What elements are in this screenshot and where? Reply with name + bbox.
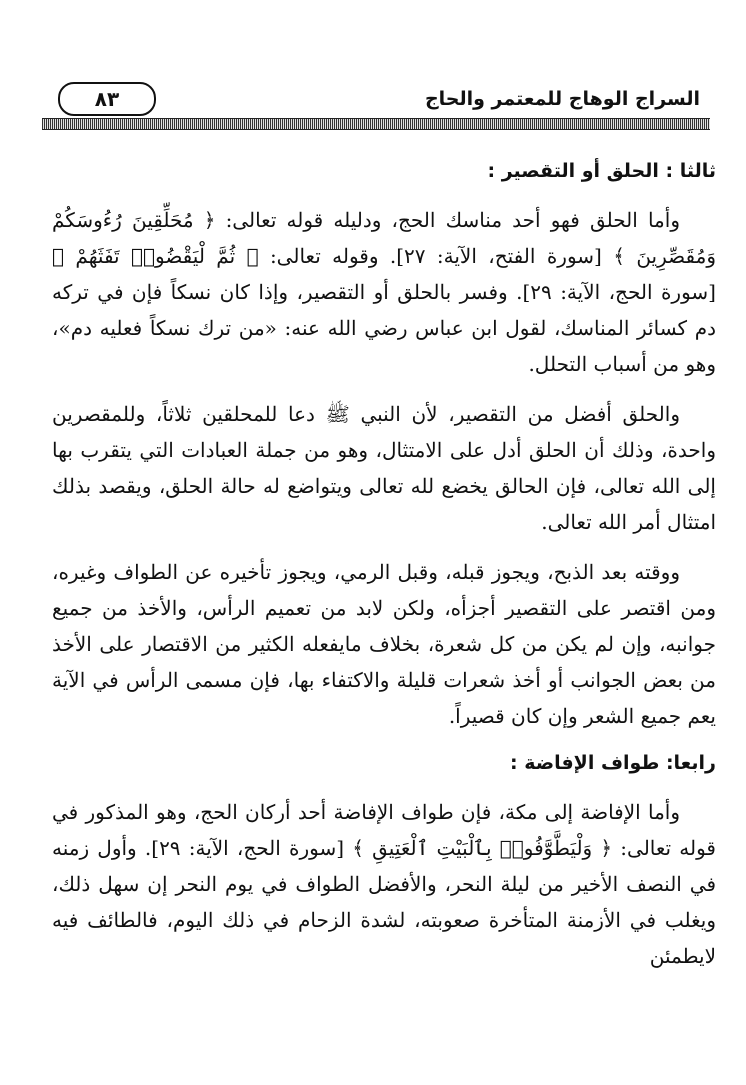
paragraph: والحلق أفضل من التقصير، لأن النبي ﷺ دعا للمحلقين ثلاثاً، وللمقصرين واحدة، وذلك أن الحلق أدل على الامتثال، وهو من جملة العبادات التي يتقرب بها إلى الله تعالى، فإن الحالق يخضع لله تعالى ويتواضع له حالة الحلق، ويقصد بذلك امتثال أمر الله تعالى. — [52, 402, 716, 534]
paragraph: وأما الحلق فهو أحد مناسك الحج، ودليله قوله تعالى: ﴿ مُحَلِّقِينَ رُءُوسَكُمْ وَمُقَصِّرِينَ ﴾ [سورة الفتح، الآية: ٢٧]. وقوله تعالى: ﴿ ثُمَّ لْيَقْضُوا۟ تَفَثَهُمْ ﴾ [سورة الحج، الآية: ٢٩]. وفسر بالحلق أو التقصير، وإذا كان نسكاً فإن في تركه دم كسائر المناسك، لقول ابن عباس رضي الله عنه: «من ترك نسكاً فعليه دم»، وهو من أسباب التحلل. — [52, 208, 716, 376]
header-divider — [42, 118, 710, 130]
section-heading-ifadah: رابعا: طواف الإفاضة : — [510, 752, 716, 774]
running-title: السراج الوهاج للمعتمر والحاج — [424, 88, 700, 110]
paragraph: ووقته بعد الذبح، ويجوز قبله، وقبل الرمي، ويجوز تأخيره عن الطواف وغيره، ومن اقتصر على التقصير أجزأه، ولكن لابد من تعميم الرأس، والأخذ من جميع جوانبه، وإن لم يكن من كل شعرة، بخلاف مايفعله الكثير من الاقتصار على الأخذ من بعض الجوانب أو أخذ شعرات قليلة والاكتفاء بها، فإن مسمى الرأس في الآية يعم جميع الشعر وإن كان قصيراً. — [52, 560, 716, 728]
page-body — [52, 156, 716, 974]
page-header — [42, 78, 706, 118]
section-heading-shaving: ثالثا : الحلق أو التقصير : — [487, 160, 716, 182]
page-number-badge: ٨٣ — [58, 82, 156, 116]
paragraph: وأما الإفاضة إلى مكة، فإن طواف الإفاضة أحد أركان الحج، وهو المذكور في قوله تعالى: ﴿ وَلْيَطَّوَّفُوا۟ بِٱلْبَيْتِ ٱلْعَتِيقِ ﴾ [سورة الحج، الآية: ٢٩]. وأول زمنه في النصف الأخير من ليلة النحر، والأفضل الطواف في يوم النحر إن سهل ذلك، ويغلب في الأزمنة المتأخرة صعوبته، لشدة الزحام في ذلك اليوم، فالطائف فيه لايطمئن — [52, 800, 717, 968]
